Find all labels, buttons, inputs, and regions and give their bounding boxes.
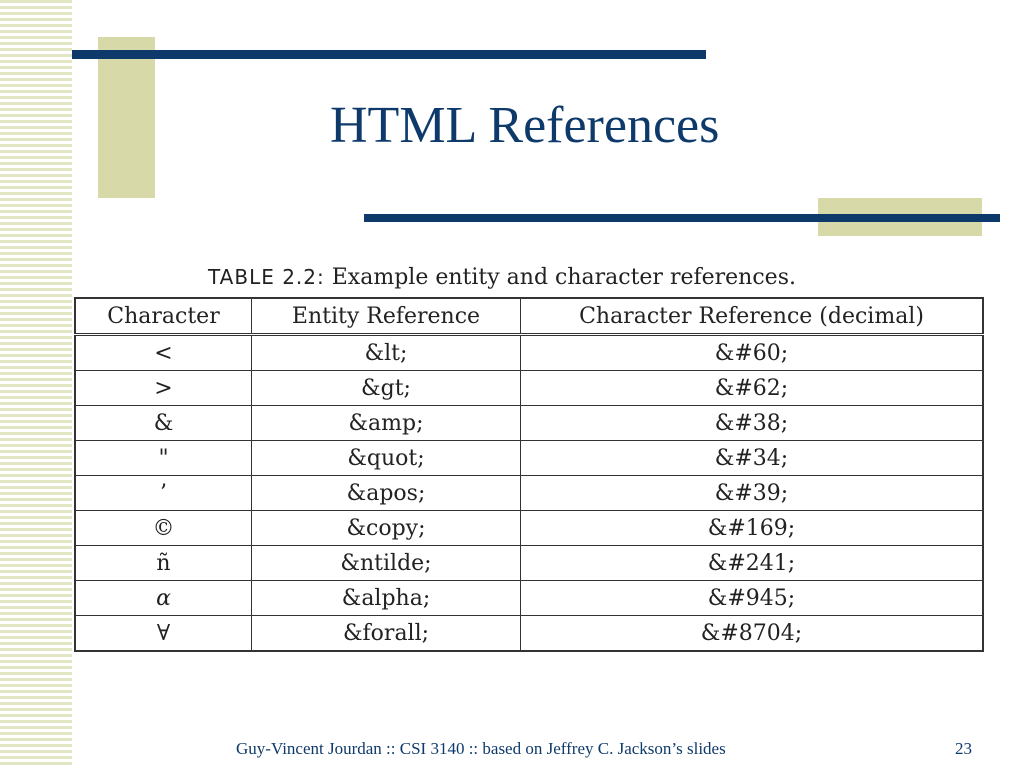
table-row [75,406,983,441]
cell-character: © [75,511,252,546]
cell-entity: &quot; [252,441,521,476]
cell-decimal: &#8704; [521,616,984,652]
slide-title: HTML References [330,97,720,154]
cell-decimal: &#241; [521,546,984,581]
cell-character: " [75,441,252,476]
decorative-stripe-band [0,0,72,768]
cell-character: ñ [75,546,252,581]
cell-decimal: &#60; [521,335,984,371]
cell-entity: &lt; [252,335,521,371]
table-row [75,476,983,511]
cell-decimal: &#34; [521,441,984,476]
decorative-line-bottom [364,214,1000,222]
decorative-line-top [72,50,706,59]
page-number: 23 [955,739,972,758]
cell-decimal: &#38; [521,406,984,441]
cell-entity: &amp; [252,406,521,441]
table-row [75,546,983,581]
cell-character: ’ [75,476,252,511]
cell-entity: &gt; [252,371,521,406]
footer-credit: Guy-Vincent Jourdan :: CSI 3140 :: based on Jeffrey C. Jackson’s slides [236,739,726,758]
cell-character: & [75,406,252,441]
table-row [75,441,983,476]
table-row [75,616,983,652]
cell-entity: &alpha; [252,581,521,616]
table-row [75,511,983,546]
header-entity-reference: Entity Reference [252,298,521,335]
cell-character: ∀ [75,616,252,652]
cell-decimal: &#39; [521,476,984,511]
header-character: Character [75,298,252,335]
reference-table [74,297,984,652]
table-row [75,581,983,616]
cell-decimal: &#62; [521,371,984,406]
decorative-block-top [98,37,155,198]
header-character-reference: Character Reference (decimal) [521,298,984,335]
cell-decimal: &#169; [521,511,984,546]
cell-decimal: &#945; [521,581,984,616]
cell-entity: &apos; [252,476,521,511]
table-caption-text: Example entity and character references. [331,265,796,290]
cell-character: > [75,371,252,406]
cell-character: < [75,335,252,371]
table-header-row [75,298,983,335]
table-row [75,335,983,371]
cell-entity: &copy; [252,511,521,546]
cell-character: α [75,581,252,616]
cell-entity: &forall; [252,616,521,652]
table-row [75,371,983,406]
cell-entity: &ntilde; [252,546,521,581]
table-caption-label: TABLE 2.2: [208,265,325,289]
table-caption [208,265,796,290]
